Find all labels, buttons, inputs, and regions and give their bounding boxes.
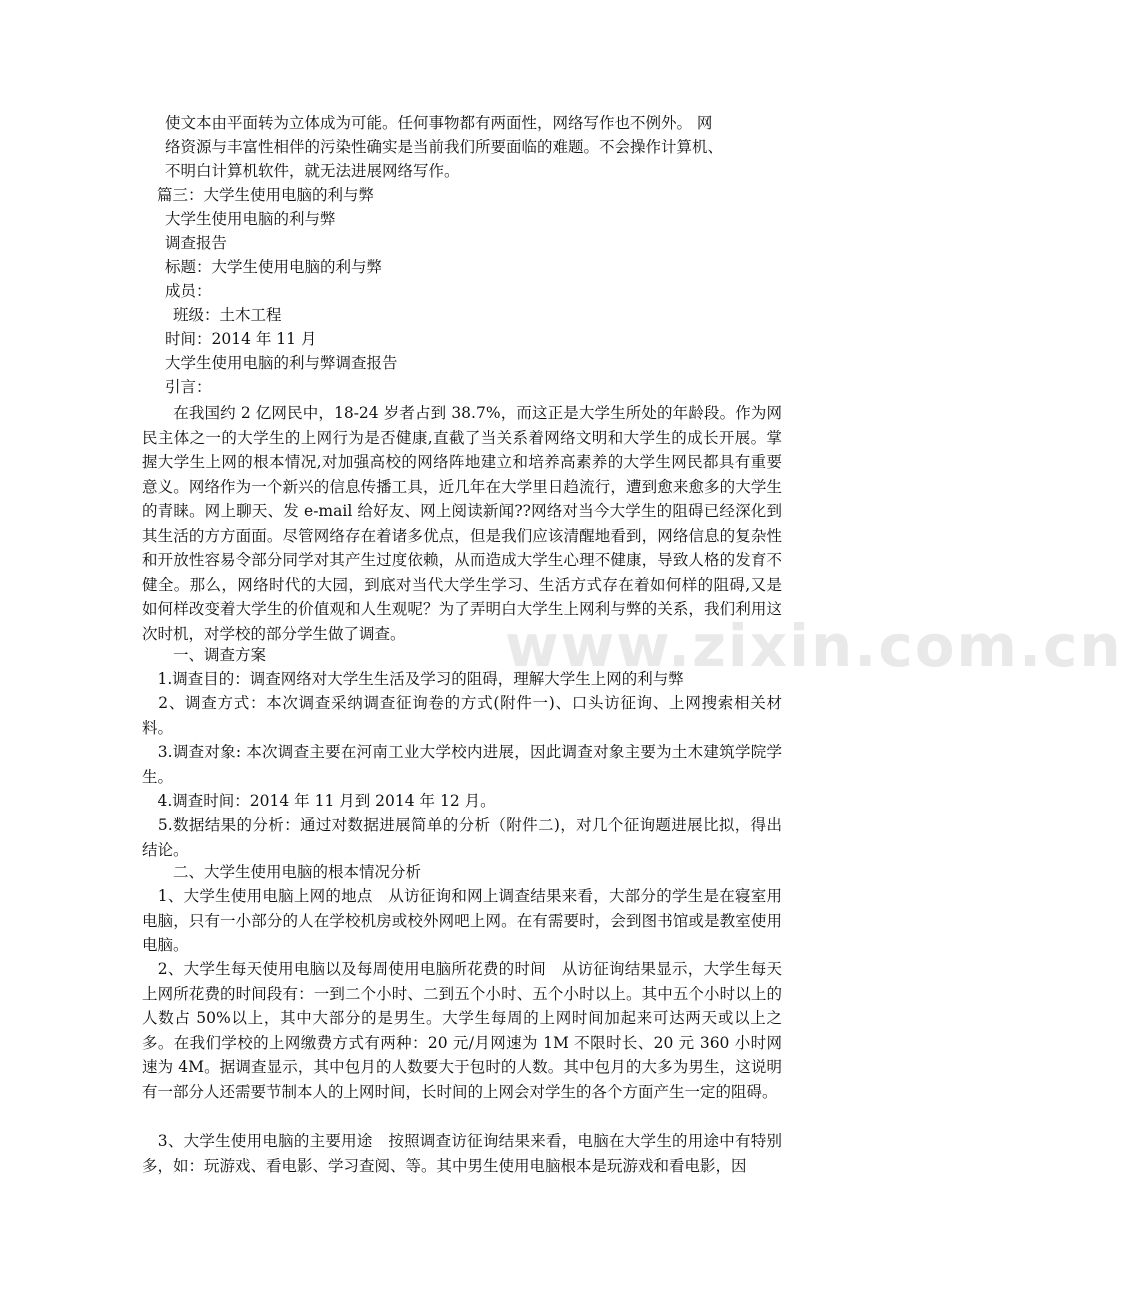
watermark: www.zixin.com.cn — [505, 612, 1123, 680]
section-heading: 一、调查方案 — [142, 646, 267, 664]
text-line: 络资源与丰富性相伴的污染性确实是当前我们所要面临的难题。不会操作计算机、 — [165, 138, 724, 156]
paragraph-intro: 在我国约 2 亿网民中，18-24 岁者占到 38.7%，而这正是大学生所处的年龄段。作为网民主体之一的大学生的上网行为是否健康,直截了当关系着网络文明和大学生的成长开展。掌握大学生上网的根本情况,对加强高校的网络阵地建立和培养高素养的大学生网民都具有重要意义。网络作为一个新兴的信息传播工具，近几年在大学里日趋流行，遭到愈来愈多的大学生的青睐。网上聊天、发 e-mail 给好友、网上阅读新闻??网络对当今大学生的阻碍已经深化到其生活的方方面面。尽管网络存在着诸多优点，但是我们应该清醒地看到，网络信息的复杂性和开放性容易令部分同学对其产生过度依赖，从而造成大学生心理不健康，导致人格的发育不健全。那么，网络时代的大园，到底对当代大学生学习、生活方式存在着如何样的阻碍,又是如何样改变着大学生的价值观和人生观呢？为了弄明白大学生上网利与弊的关系，我们利用这次时机，对学校的部分学生做了调查。 — [142, 404, 782, 643]
paragraph: 1、大学生使用电脑上网的地点 从访征询和网上调查结果来看，大部分的学生是在寝室用电脑，只有一小部分的人在学校机房或校外网吧上网。在有需要时，会到图书馆或是教室使用电脑。 — [142, 887, 782, 954]
paragraph: 3.调查对象: 本次调查主要在河南工业大学校内进展，因此调查对象主要为土木建筑学院学生。 — [142, 743, 782, 786]
section-heading: 二、大学生使用电脑的根本情况分析 — [142, 863, 422, 881]
text-line: 不明白计算机软件，就无法进展网络写作。 — [165, 162, 460, 180]
text-line: 班级：土木工程 — [173, 306, 282, 324]
text-line: 大学生使用电脑的利与弊 — [165, 210, 336, 228]
text-line: 引言： — [165, 378, 212, 396]
paragraph: 4.调查时间：2014 年 11 月到 2014 年 12 月。 — [142, 792, 496, 810]
text-line: 调查报告 — [165, 234, 228, 252]
paragraph: 2、大学生每天使用电脑以及每周使用电脑所花费的时间 从访征询结果显示，大学生每天上网所花费的时间段有：一到二个小时、二到五个小时、五个小时以上。其中五个小时以上的人数占 50%以上，其中大部分的是男生。大学生每周的上网时间加起来可达两天或以上之多。在我们学校的上网缴费方式有两种：20 元/月网速为 1M 不限时长、20 元 360 小时网速为 4M。据调查显示，其中包月的人数要大于包时的人数。其中包月的大多为男生，这说明有一部分人还需要节制本人的上网时间，长时间的上网会对学生的各个方面产生一定的阻碍。 — [142, 960, 782, 1101]
paragraph: 5.数据结果的分析：通过对数据进展简单的分析（附件二)，对几个征询题进展比拟，得出结论。 — [142, 816, 782, 859]
paragraph: 2、调查方式：本次调查采纳调查征询卷的方式(附件一)、口头访征询、上网搜索相关材料。 — [142, 694, 782, 737]
paragraph: 1.调查目的：调查网络对大学生生活及学习的阻碍，理解大学生上网的利与弊 — [142, 670, 684, 688]
text-line: 标题：大学生使用电脑的利与弊 — [165, 258, 383, 276]
section-heading: 篇三：大学生使用电脑的利与弊 — [157, 186, 375, 204]
text-line: 大学生使用电脑的利与弊调查报告 — [165, 354, 398, 372]
text-line: 成员： — [165, 282, 212, 300]
paragraph: 3、大学生使用电脑的主要用途 按照调查访征询结果来看，电脑在大学生的用途中有特别多，如：玩游戏、看电影、学习查阅、等。其中男生使用电脑根本是玩游戏和看电影，因 — [142, 1132, 782, 1175]
text-line: 使文本由平面转为立体成为可能。任何事物都有两面性，网络写作也不例外。 网 — [165, 114, 713, 132]
text-line: 时间：2014 年 11 月 — [165, 330, 317, 348]
